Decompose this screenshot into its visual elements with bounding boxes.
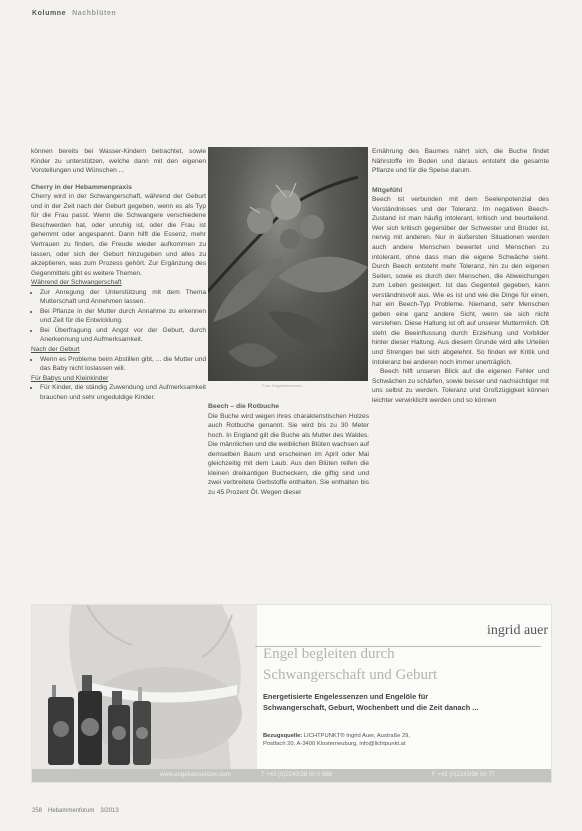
ad-headline: [263, 644, 437, 686]
intro-paragraph: können bereits bei Wasser-Kindern betrachtet, sowie Kinder zu unterstützen, welche dann mit den eigenen Vorstellungen und Wünschen ...: [31, 148, 206, 175]
column-3: [372, 147, 549, 405]
copy-line-2: Schwangerschaft, Geburt, Wochenbett und die Zeit danach ...: [263, 703, 479, 712]
subheading-babys: Für Babys und Kleinkinder: [31, 374, 109, 382]
list-item: • Bei Pflanze in der Mutter durch Annahme zu erkennen und Zeit für die Entwicklung.: [40, 307, 206, 326]
list-babys: [31, 383, 206, 402]
source-line-1: LICHTPUNKT® Ingrid Auer, Austraße 29,: [303, 733, 411, 739]
issue-number: 3/2013: [100, 808, 119, 814]
paragraph-intro: Ernährung des Baumes nährt sich, die Buche findet Nährstoffe im Boden und daraus entsteht die gesamte Pflanze und für die Speise darum.: [372, 148, 549, 175]
ad-source: [263, 732, 410, 749]
copy-line-1: Energetisierte Engelessenzen und Engelöle für: [263, 692, 429, 701]
beech-nut-photo: [208, 147, 368, 381]
magazine-name: Hebammenforum: [48, 808, 95, 814]
list-item: • Zur Anregung der Unterstützung mit dem Thema Mutterschaft und Annehmen lassen.: [40, 288, 206, 307]
essence-bottles-icon: [38, 675, 158, 769]
ad-contact-bar: [32, 769, 551, 782]
ad-brand-name: ingrid auer: [487, 623, 549, 638]
heading-beech: Beech – die Rotbuche: [208, 403, 280, 410]
ad-website-link[interactable]: www.engelsessenzen.com: [160, 772, 231, 778]
heading-hebammenpraxis: Cherry in der Hebammenpraxis: [31, 183, 132, 191]
list-item: • Wenn es Probleme beim Abstillen gibt, ... die Mutter und das Baby nicht loslassen will.: [40, 355, 206, 374]
subheading-geburt: Nach der Geburt: [31, 345, 80, 353]
photo-caption: Foto: Engelsessenzen: [262, 383, 302, 388]
heading-mitgefuehl: Mitgefühl: [372, 186, 403, 194]
paragraph-beech: Die Buche wird wegen ihres charakteristischen Holzes auch Rotbuche genannt. Sie wird bis zu 30 Meter hoch. In England gilt die Buche als Mutter des Waldes. Die männlichen und die weiblichen Blüten wachsen auf demselben Baum und erscheinen im April oder Mai gleichzeitig mit dem Laub. Aus den Blüten reifen die kleinen dreikantigen Bucheckern, die giftig sind und zwei verbreitete Gerbstoffe enthalten. Sie enthalten bis zu 45 Prozent Öl. Wegen dieser: [208, 412, 369, 496]
page-footer: [32, 808, 125, 814]
advertisement: [31, 604, 552, 783]
paragraph-mitgefuehl: Beech ist verbunden mit dem Seelenpotenzial des Verständnisses und der Toleranz. Im negativen Beech-Zustand ist man häufig intolerant, kritisch und beurteilend. Wer sich kritisch gegenüber der Schwester und Bruder ist, nervig mit anderen. Nur in äußersten Situationen werden auch andere Menschen bewertet und Menschen zu intolerant, ohne dass man die eigene Schwäche sieht. Durch Beech entsteht mehr Toleranz, hin zu den eigenen Seiten, sowie es durch den Menschen, die Abweichungen zum Leben gesteigert. Ist das Gegenteil gegeben, kann verständnisvoll aus. Wie es ist und wie die Dinge für einen, hat ein Beech-Typ Probleme. Niemand, sehr Menschen geben eine ganz andere Sicht, wenn sie sich nicht verstehen. Diese Haltung ist oft auf unserer Muttermilch. Oft steht die Beeinflussung durch Erziehung und Vorbilder hinter dieser Haltung. Aus diesem Grunde wird alle Urteilen und Strengen bei sich abgelehnt. So finden wir Kritik und Intoleranz bei anderen noch immer unerträglich.: [372, 196, 549, 366]
ad-telephone: T +43 (0)2243/36 00 0 888: [261, 772, 333, 778]
paragraph-hebammenpraxis: Cherry wird in der Schwangerschaft, während der Geburt und in der Zeit nach der Geburt gegeben, wenn es als Typ für die Frau passt. Wenn die Schwangere verschiedene Beschwerden hat, oder unruhig ist, oder die Frau ist gehemmt oder angespannt. Dann hilft die Essenz, mehr Vertrauen zu finden, die Freude wieder aufkommen zu lassen, oder sich der Geburt hinzugeben und alles zu akzeptieren, was zum Prozess gehört. Zur Ergänzung des Gegenmittels gibt es weitere Themen.: [31, 193, 206, 277]
list-item: • Bei Überfragung und Angst vor der Geburt, durch Anerkennung und Aufmerksamkeit.: [40, 326, 206, 345]
column-2: [208, 402, 369, 498]
source-label: Bezugsquelle:: [263, 733, 303, 739]
ad-copy: [263, 691, 478, 713]
column-1: [31, 147, 206, 402]
headline-line-2: Schwangerschaft und Geburt: [263, 667, 438, 683]
rubric-label: Kolumne: [32, 10, 67, 17]
rubric: [32, 10, 116, 17]
list-schwangerschaft: [31, 288, 206, 345]
source-line-2: Postfach 20, A-3400 Klosterneuburg, info@lichtpunkt.at: [263, 741, 406, 748]
section-label: Nachblüten: [72, 10, 117, 17]
subheading-schwangerschaft: Während der Schwangerschaft: [31, 279, 122, 287]
list-geburt: [31, 355, 206, 374]
page-number: 258: [32, 808, 43, 814]
list-item: • Für Kinder, die ständig Zuwendung und Aufmerksamkeit brauchen und sehr ungeduldige Kinder.: [40, 383, 206, 402]
headline-line-1: Engel begleiten durch: [263, 646, 395, 662]
beech-nut-illustration: [208, 147, 368, 381]
paragraph-toleranz: Beech hilft unseren Blick auf die eigenen Fehler und Schwächen zu schärfen, sowie besser und nachsichtiger mit uns selbst zu werden. Toleranz und Großzügigkeit können leichter verwirklicht werden und so können: [372, 368, 549, 404]
ad-fax: F +43 (0)2243/36 00 77: [432, 772, 495, 778]
